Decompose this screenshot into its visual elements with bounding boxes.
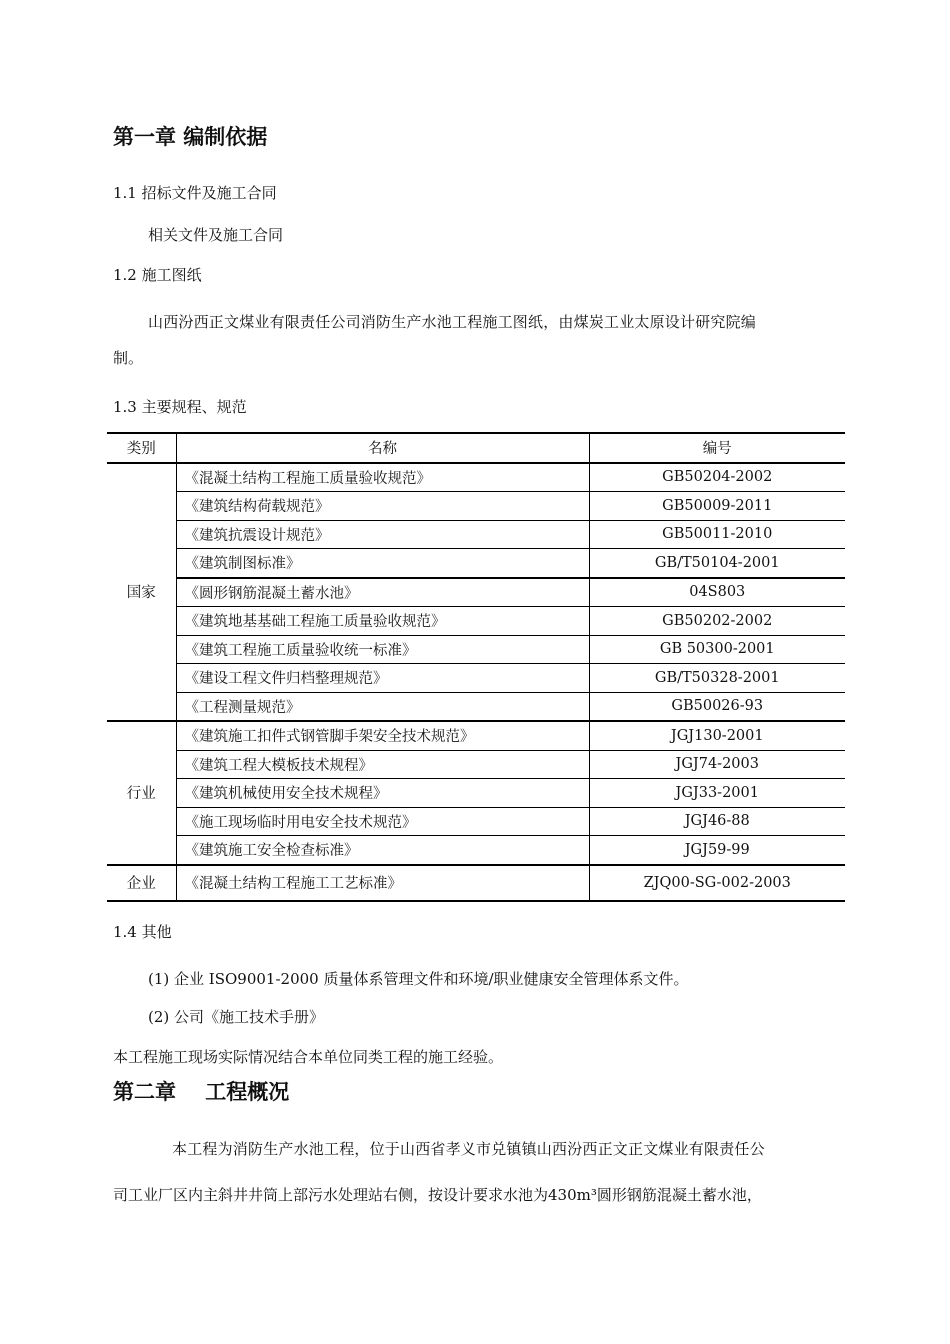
standard-name: 《混凝土结构工程施工质量验收规范》 [176, 463, 589, 492]
standard-name: 《施工现场临时用电安全技术规范》 [176, 807, 589, 836]
standard-code: JGJ59-99 [589, 836, 845, 865]
standard-name: 《圆形钢筋混凝土蓄水池》 [176, 578, 589, 607]
standard-code: ZJQ00-SG-002-2003 [589, 865, 845, 901]
standard-code: GB 50300-2001 [589, 635, 845, 664]
standard-name: 《建设工程文件归档整理规范》 [176, 664, 589, 693]
section-1-4-heading: 1.4 其他 [113, 923, 172, 941]
standard-name: 《工程测量规范》 [176, 692, 589, 721]
table-row [107, 549, 845, 578]
chapter-2-title: 第二章 工程概况 [113, 1080, 290, 1104]
table-row [107, 836, 845, 865]
table-row [107, 664, 845, 693]
standard-code: GB50026-93 [589, 692, 845, 721]
table-row [107, 520, 845, 549]
table-row [107, 779, 845, 808]
section-1-2-body-line2: 制。 [113, 349, 144, 367]
standard-code: GB/T50328-2001 [589, 664, 845, 693]
standard-name: 《建筑施工安全检查标准》 [176, 836, 589, 865]
standard-name: 《建筑机械使用安全技术规程》 [176, 779, 589, 808]
table-row [107, 692, 845, 721]
section-1-4-body: 本工程施工现场实际情况结合本单位同类工程的施工经验。 [113, 1048, 504, 1066]
section-1-1-heading: 1.1 招标文件及施工合同 [113, 184, 277, 202]
standard-name: 《建筑结构荷载规范》 [176, 492, 589, 521]
standard-code: JGJ46-88 [589, 807, 845, 836]
header-category: 类别 [107, 433, 176, 463]
section-1-4-item-1: (1) 企业 ISO9001-2000 质量体系管理文件和环境/职业健康安全管理体系文件。 [148, 970, 689, 988]
standards-table [107, 432, 845, 902]
table-row [107, 750, 845, 779]
section-1-2-body-line1: 山西汾西正文煤业有限责任公司消防生产水池工程施工图纸，由煤炭工业太原设计研究院编 [148, 313, 757, 331]
standard-code: GB50011-2010 [589, 520, 845, 549]
table-row [107, 635, 845, 664]
table-header-row [107, 433, 845, 463]
table-row [107, 607, 845, 636]
table-row [107, 865, 845, 901]
chapter-1-title: 第一章 编制依据 [113, 125, 268, 149]
standard-name: 《建筑工程施工质量验收统一标准》 [176, 635, 589, 664]
chapter-2-body-line2: 司工业厂区内主斜井井筒上部污水处理站右侧，按设计要求水池为430m³圆形钢筋混凝土蓄水池， [113, 1186, 762, 1204]
standard-code: GB50204-2002 [589, 463, 845, 492]
standard-code: JGJ33-2001 [589, 779, 845, 808]
standard-code: 04S803 [589, 578, 845, 607]
standard-code: JGJ130-2001 [589, 721, 845, 750]
header-name: 名称 [176, 433, 589, 463]
standard-code: JGJ74-2003 [589, 750, 845, 779]
standard-name: 《混凝土结构工程施工工艺标准》 [176, 865, 589, 901]
header-code: 编号 [589, 433, 845, 463]
table-row [107, 807, 845, 836]
category-enterprise: 企业 [107, 865, 176, 901]
category-national: 国家 [107, 463, 176, 722]
standard-name: 《建筑制图标准》 [176, 549, 589, 578]
section-1-2-heading: 1.2 施工图纸 [113, 266, 202, 284]
chapter-2-body-line1: 本工程为消防生产水池工程，位于山西省孝义市兑镇镇山西汾西正文正文煤业有限责任公 [172, 1140, 765, 1158]
section-1-4-item-2: (2) 公司《施工技术手册》 [148, 1008, 325, 1026]
standard-name: 《建筑地基基础工程施工质量验收规范》 [176, 607, 589, 636]
standard-name: 《建筑抗震设计规范》 [176, 520, 589, 549]
standard-code: GB50202-2002 [589, 607, 845, 636]
section-1-1-body: 相关文件及施工合同 [148, 226, 284, 244]
table-row [107, 578, 845, 607]
table-row [107, 721, 845, 750]
standard-code: GB/T50104-2001 [589, 549, 845, 578]
category-industry: 行业 [107, 721, 176, 865]
standard-name: 《建筑施工扣件式钢管脚手架安全技术规范》 [176, 721, 589, 750]
section-1-3-heading: 1.3 主要规程、规范 [113, 398, 247, 416]
table-row [107, 463, 845, 492]
standard-name: 《建筑工程大模板技术规程》 [176, 750, 589, 779]
standard-code: GB50009-2011 [589, 492, 845, 521]
table-row [107, 492, 845, 521]
